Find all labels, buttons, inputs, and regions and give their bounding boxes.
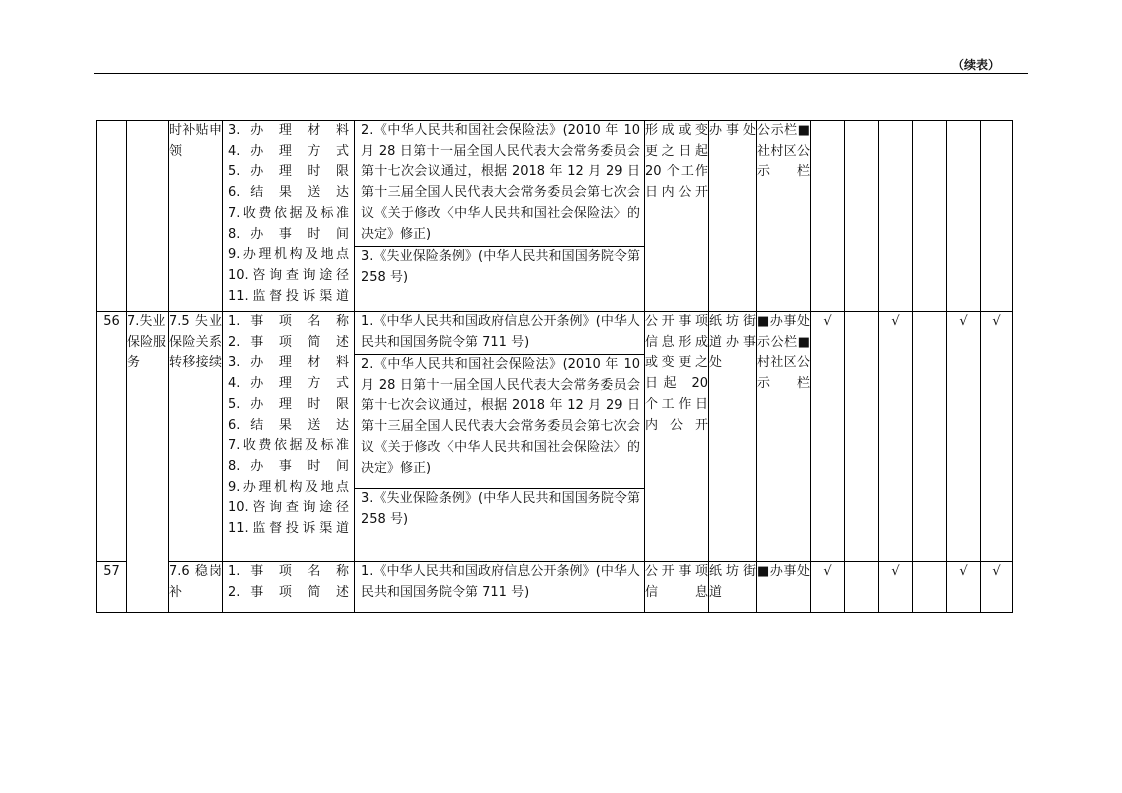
material-line: 3. 办 理 材 料 [228, 355, 349, 371]
check-cell [845, 562, 879, 613]
check-cell [879, 121, 913, 312]
legal-basis-entry: 3.《失业保险条例》(中华人民共和国国务院令第 258 号) [361, 491, 640, 527]
channel-cell: 公示栏■社村区公示栏 [757, 121, 811, 312]
legal-basis-entry: 2.《中华人民共和国社会保险法》(2010 年 10 月 28 日第十一届全国人民代表大会常务委员会第十七次会议通过，根据 2018 年 12 月 29 日第十三届全国人民代表大会常务委员会第七次会议《关于修改〈中华人民共和国社会保险法〉的决定》修正) [355, 355, 644, 489]
time-limit-cell: 公开事项信息 [645, 562, 709, 613]
disclosure-table [96, 120, 1013, 613]
table-row [97, 312, 1013, 562]
subject-cell: 办事处 [709, 121, 757, 312]
check-cell: √ [947, 312, 981, 562]
legal-basis-entry: 1.《中华人民共和国政府信息公开条例》(中华人民共和国国务院令第 711 号) [355, 312, 644, 355]
materials-cell [223, 121, 355, 312]
check-cell [811, 121, 845, 312]
legal-basis-entry: 2.《中华人民共和国社会保险法》(2010 年 10 月 28 日第十一届全国人民代表大会常务委员会第十七次会议通过，根据 2018 年 12 月 29 日第十三届全国人民代表大会常务委员会第七次会议《关于修改〈中华人民共和国社会保险法〉的决定》修正) [355, 121, 644, 247]
check-cell [913, 312, 947, 562]
material-line: 5. 办 理 时 限 [228, 164, 349, 180]
material-line: 6. 结 果 送 达 [228, 185, 349, 201]
check-cell: √ [879, 562, 913, 613]
material-line: 4. 办 理 方 式 [228, 143, 349, 159]
category-cell [127, 121, 169, 312]
table-row [97, 121, 1013, 312]
check-cell [947, 121, 981, 312]
item-cell: 时补贴申领 [169, 121, 223, 312]
material-line: 5. 办 理 时 限 [228, 396, 349, 412]
materials-cell [223, 312, 355, 562]
check-cell: √ [811, 312, 845, 562]
header-rule [94, 73, 1028, 74]
material-line: 8. 办 事 时 间 [228, 458, 349, 474]
category-cell: 7.失业保险服务 [127, 312, 169, 613]
item-cell: 7.6 稳岗补 [169, 562, 223, 613]
material-line: 10.咨询查询途径 [228, 500, 349, 516]
time-limit-cell: 形成或变更之日起 20 个工作日内公开 [645, 121, 709, 312]
seq-cell [97, 121, 127, 312]
material-line: 6. 结 果 送 达 [228, 417, 349, 433]
legal-basis-cell [355, 562, 645, 613]
check-cell: √ [947, 562, 981, 613]
material-line: 8. 办 事 时 间 [228, 226, 349, 242]
material-line: 7.收费依据及标准 [228, 438, 349, 454]
subject-cell: 纸坊街道 [709, 562, 757, 613]
check-cell [981, 121, 1013, 312]
check-cell [845, 121, 879, 312]
check-cell: √ [981, 312, 1013, 562]
material-line: 3. 办 理 材 料 [228, 123, 349, 138]
material-line: 1. 事 项 名 称 [228, 314, 349, 329]
legal-basis-cell [355, 312, 645, 562]
material-line: 2. 事 项 简 述 [228, 584, 349, 600]
seq-cell: 57 [97, 562, 127, 613]
material-line: 9.办理机构及地点 [228, 247, 349, 263]
check-cell: √ [879, 312, 913, 562]
material-line: 9.办理机构及地点 [228, 479, 349, 495]
legal-basis-entry: 1.《中华人民共和国政府信息公开条例》(中华人民共和国国务院令第 711 号) [361, 564, 640, 600]
check-cell [845, 312, 879, 562]
time-limit-cell: 公开事项信息形成或变更之日起 20 个工作日内公开 [645, 312, 709, 562]
check-cell: √ [811, 562, 845, 613]
check-cell [913, 121, 947, 312]
legal-basis-entry: 3.《失业保险条例》(中华人民共和国国务院令第 258 号) [361, 249, 640, 285]
continuation-label: （续表） [951, 58, 1000, 72]
seq-cell: 56 [97, 312, 127, 562]
material-line: 11.监督投诉渠道 [228, 521, 349, 537]
channel-cell: ■办事处示公栏■村社区公示栏 [757, 312, 811, 562]
material-line: 7.收费依据及标准 [228, 205, 349, 221]
material-line: 4. 办 理 方 式 [228, 376, 349, 392]
legal-basis-cell [355, 121, 645, 312]
check-cell: √ [981, 562, 1013, 613]
item-cell: 7.5 失业保险关系转移接续 [169, 312, 223, 562]
check-cell [913, 562, 947, 613]
table-row [97, 562, 1013, 613]
material-line: 2. 事 项 简 述 [228, 334, 349, 350]
material-line: 1. 事 项 名 称 [228, 564, 349, 579]
material-line: 11.监督投诉渠道 [228, 288, 349, 304]
channel-cell: ■办事处 [757, 562, 811, 613]
subject-cell: 纸坊街道办事处 [709, 312, 757, 562]
materials-cell [223, 562, 355, 613]
material-line: 10.咨询查询途径 [228, 267, 349, 283]
